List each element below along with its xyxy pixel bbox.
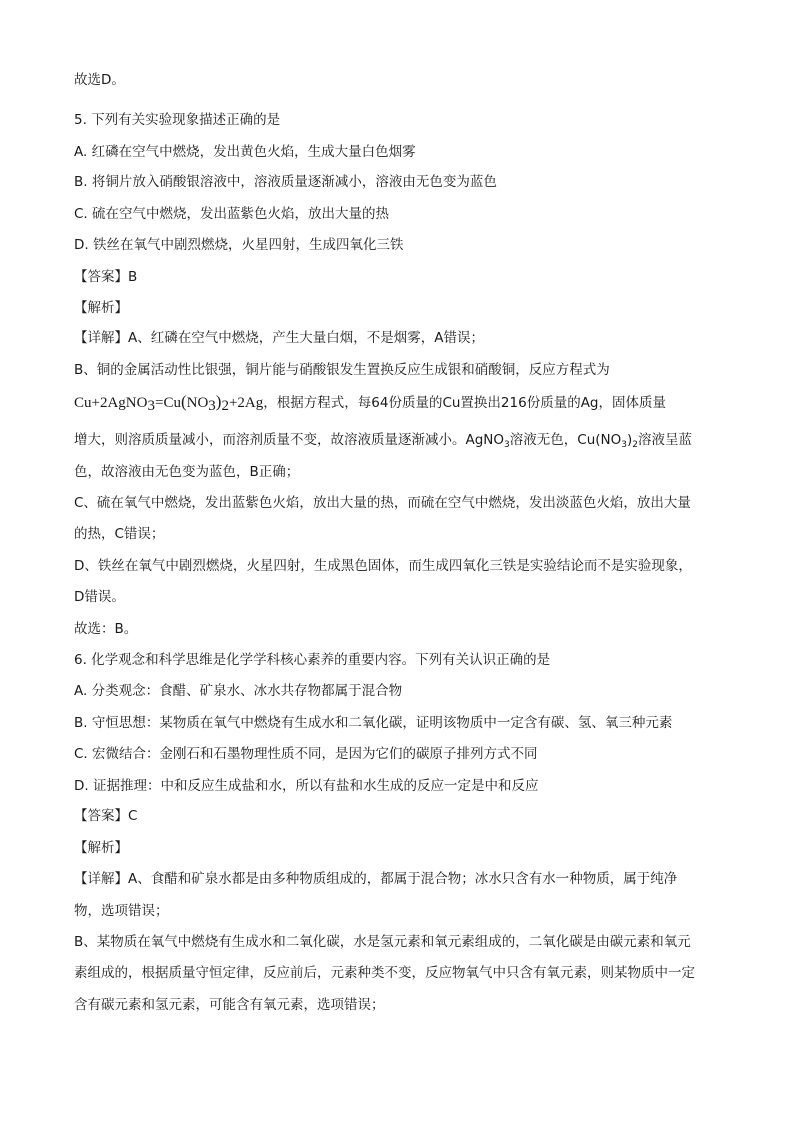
nitrate: NO bbox=[186, 395, 209, 411]
equation-reactants: Cu+2AgNO bbox=[74, 395, 148, 411]
text-segment: ) bbox=[626, 432, 633, 448]
equation-product-ag: +2Ag bbox=[228, 395, 264, 411]
text-segment: 溶液无色，Cu(NO bbox=[509, 432, 622, 448]
text-segment: 溶液呈蓝 bbox=[638, 432, 692, 448]
explanation-line: B、铜的金属活动性比银强，铜片能与硝酸银发生置换反应生成银和硝酸铜，反应方程式为 bbox=[74, 362, 610, 378]
subscript: 3 bbox=[621, 440, 627, 450]
answer-label: 【答案】C bbox=[74, 808, 138, 824]
equation-tail-text: ，根据方程式，每64份质量的Cu置换出216份质量的Ag，固体质量 bbox=[263, 395, 666, 411]
subscript: 3 bbox=[147, 398, 155, 414]
chemical-equation-line bbox=[74, 392, 666, 413]
option-c: C. 宏微结合：金刚石和石墨物理性质不同，是因为它们的碳原子排列方式不同 bbox=[74, 746, 538, 762]
answer-label: 【答案】B bbox=[74, 269, 138, 285]
explanation-line: C、硫在氧气中燃烧，发出蓝紫色火焰，放出大量的热，而硫在空气中燃烧，发出淡蓝色火焰，放出大量 bbox=[74, 495, 691, 511]
option-a: A. 红磷在空气中燃烧，发出黄色火焰，生成大量白色烟雾 bbox=[74, 144, 416, 160]
question-6-stem: 6. 化学观念和科学思维是化学学科核心素养的重要内容。下列有关认识正确的是 bbox=[74, 652, 551, 668]
text-line: 故选D。 bbox=[74, 72, 125, 88]
explanation-line bbox=[74, 430, 692, 450]
left-paren: ( bbox=[180, 392, 187, 411]
explanation-line: D错误。 bbox=[74, 589, 125, 605]
text-segment: 增大，则溶质质量减小，而溶剂质量不变，故溶液质量逐渐减小。AgNO bbox=[74, 432, 505, 448]
explanation-line: B、某物质在氧气中燃烧有生成水和二氧化碳，水是氢元素和氧元素组成的，二氧化碳是由碳元素和氧元 bbox=[74, 934, 691, 950]
explanation-line: 的热，C错误； bbox=[74, 526, 165, 542]
option-d: D. 铁丝在氧气中剧烈燃烧，火星四射，生成四氧化三铁 bbox=[74, 237, 404, 253]
subscript: 2 bbox=[632, 440, 638, 450]
right-paren: ) bbox=[215, 392, 222, 411]
explanation-line: 【详解】A、食醋和矿泉水都是由多种物质组成的，都属于混合物；冰水只含有水一种物质，属于纯净 bbox=[74, 871, 678, 887]
conclusion-line: 故选：B。 bbox=[74, 621, 138, 637]
option-d: D. 证据推理：中和反应生成盐和水，所以有盐和水生成的反应一定是中和反应 bbox=[74, 778, 539, 794]
option-b: B. 守恒思想：某物质在氧气中燃烧有生成水和二氧化碳，证明该物质中一定含有碳、氢、氧三种元素 bbox=[74, 715, 673, 731]
equation-equals: = bbox=[154, 395, 164, 411]
explanation-line: 物，选项错误； bbox=[74, 903, 169, 919]
explanation-line: 含有碳元素和氢元素，可能含有氧元素，选项错误； bbox=[74, 997, 385, 1013]
equation-product: Cu bbox=[163, 395, 181, 411]
explanation-line: 【详解】A、红磷在空气中燃烧，产生大量白烟，不是烟雾，A错误； bbox=[74, 330, 484, 346]
subscript: 3 bbox=[504, 440, 510, 450]
explanation-line: 色，故溶液由无色变为蓝色，B正确； bbox=[74, 464, 300, 480]
option-a: A. 分类观念：食醋、矿泉水、冰水共存物都属于混合物 bbox=[74, 683, 403, 699]
explanation-line: D、铁丝在氧气中剧烈燃烧，火星四射，生成黑色固体，而生成四氧化三铁是实验结论而不是实验现象， bbox=[74, 558, 692, 574]
question-5-stem: 5. 下列有关实验现象描述正确的是 bbox=[74, 112, 281, 128]
analysis-label: 【解析】 bbox=[74, 840, 128, 856]
subscript: 2 bbox=[221, 398, 229, 414]
explanation-line: 素组成的，根据质量守恒定律，反应前后，元素种类不变，反应物氧气中只含有氧元素，则某物质中一定 bbox=[74, 965, 695, 981]
subscript: 3 bbox=[208, 398, 216, 414]
option-b: B. 将铜片放入硝酸银溶液中，溶液质量逐渐减小，溶液由无色变为蓝色 bbox=[74, 174, 497, 190]
analysis-label: 【解析】 bbox=[74, 300, 128, 316]
option-c: C. 硫在空气中燃烧，发出蓝紫色火焰，放出大量的热 bbox=[74, 206, 390, 222]
